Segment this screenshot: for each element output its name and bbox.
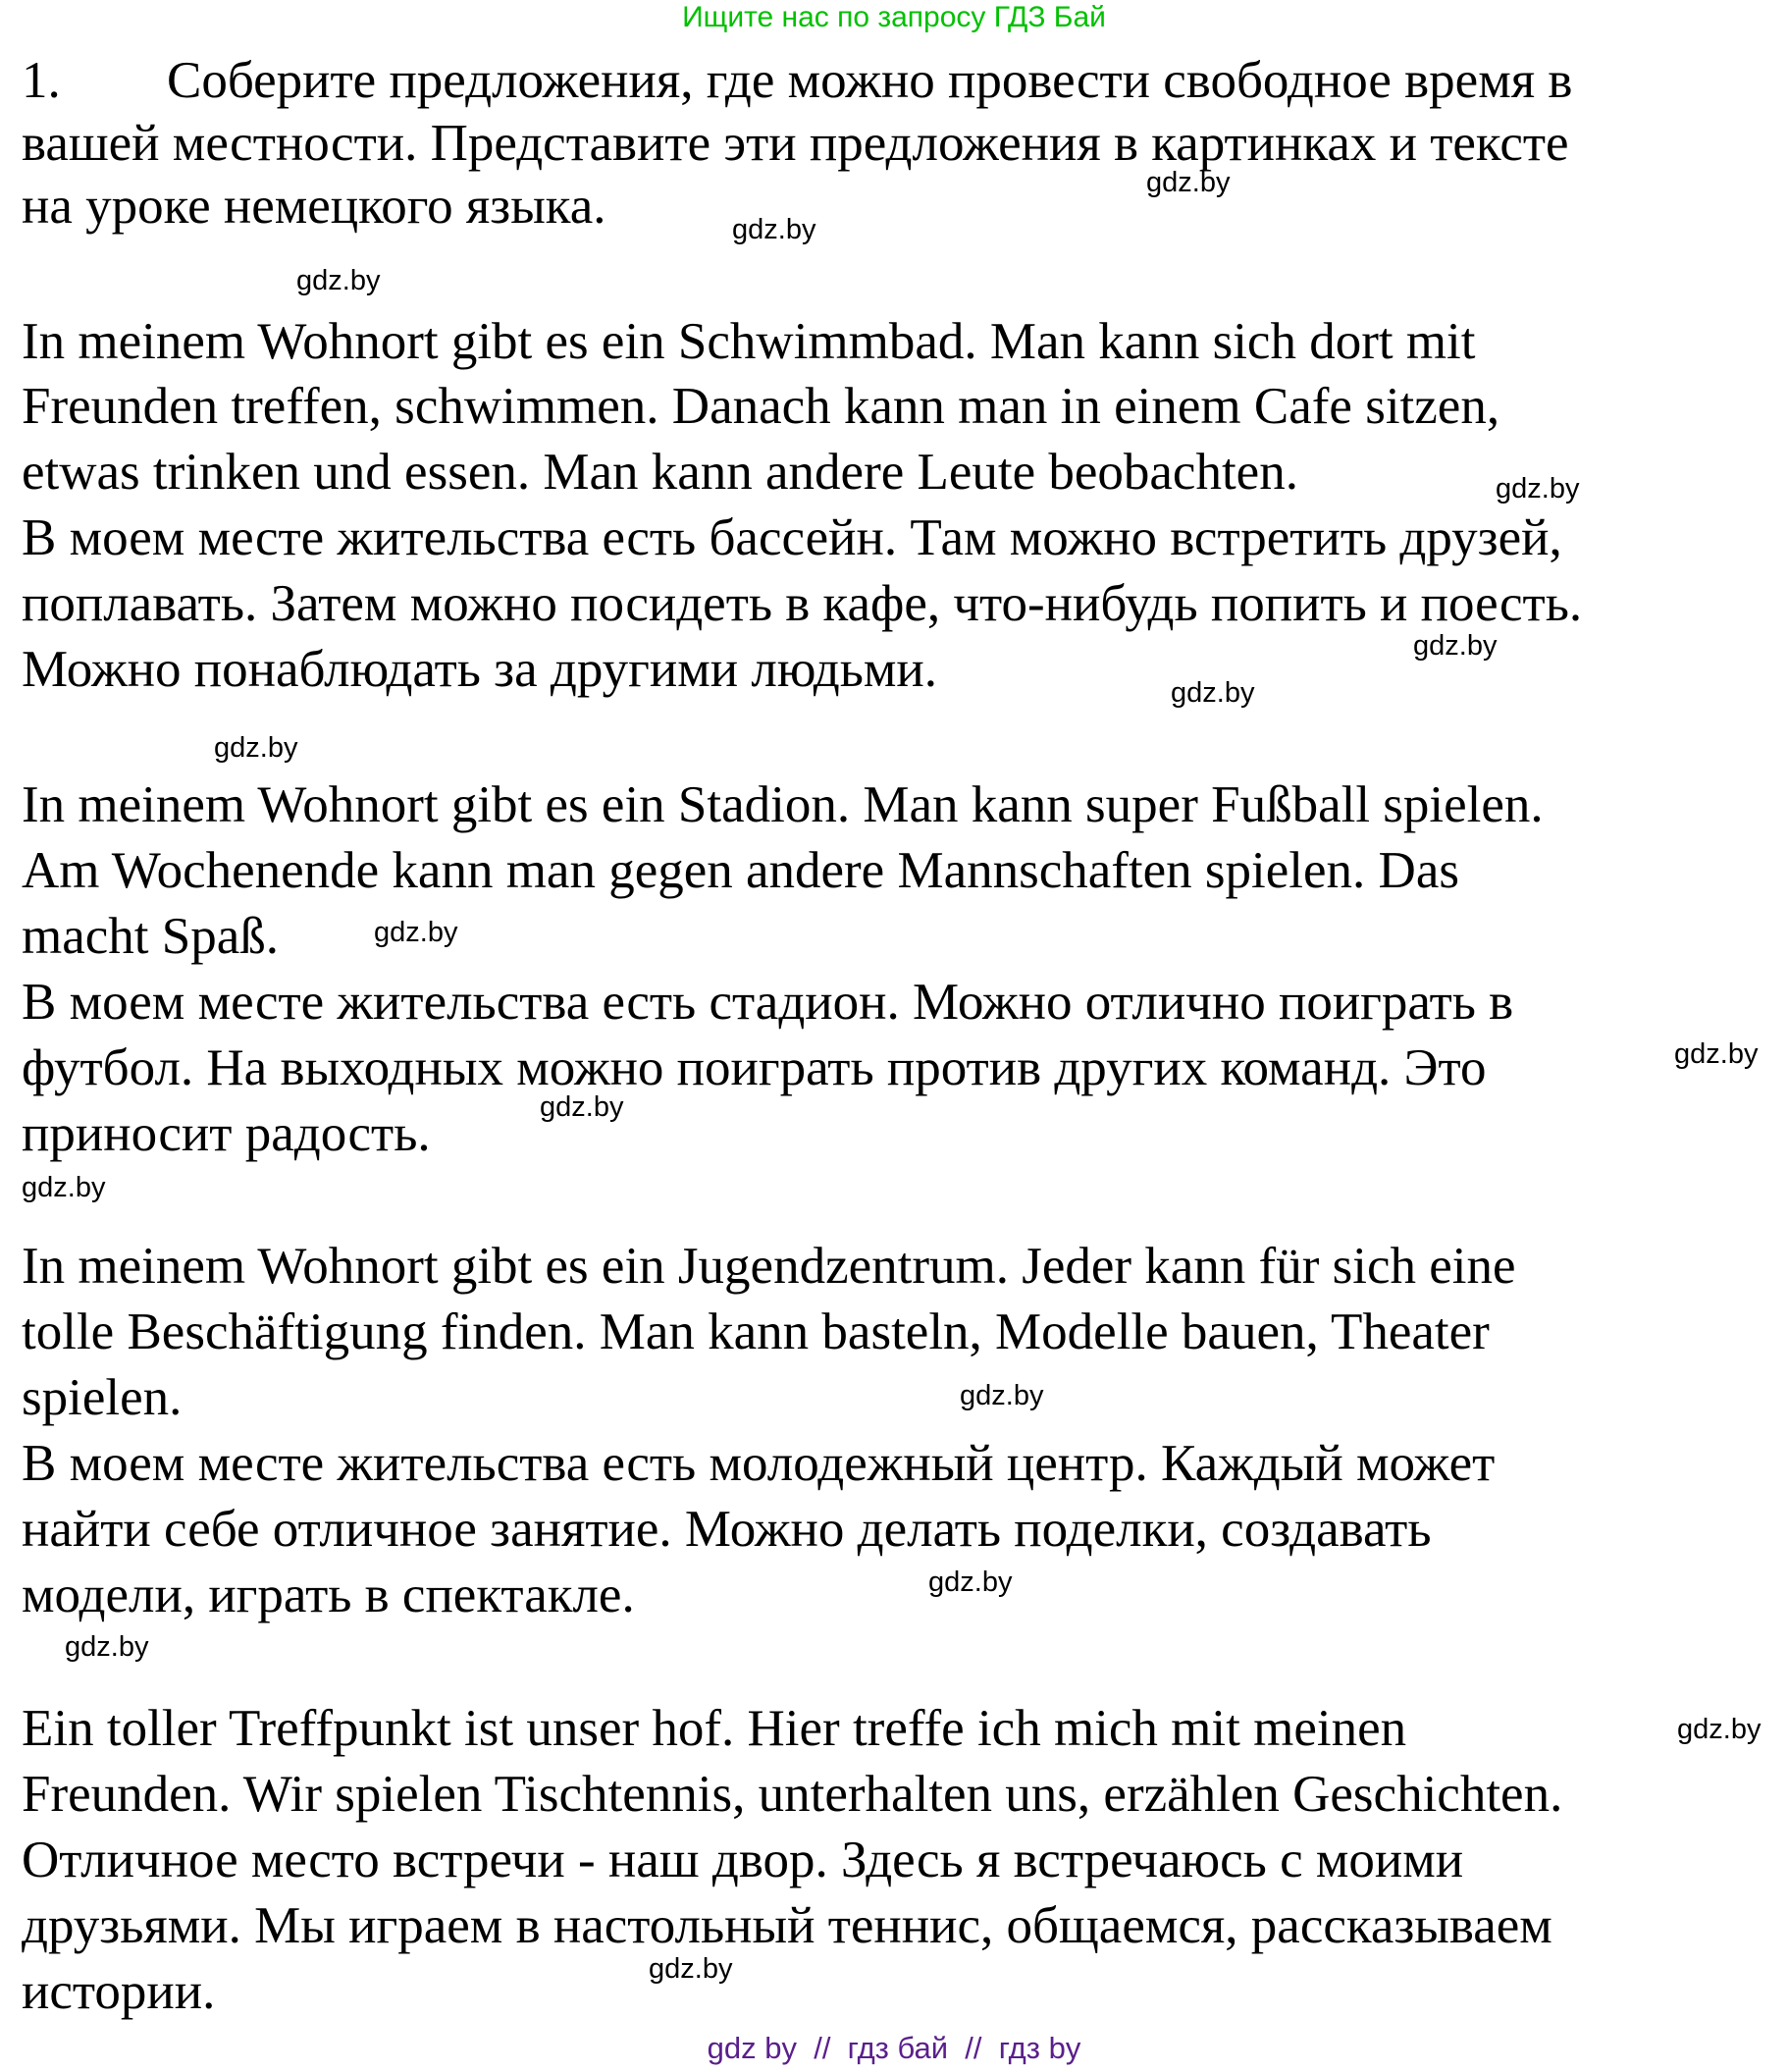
answer-4-german-line: Freunden. Wir spielen Tischtennis, unterhalten uns, erzählen Geschichten. <box>22 1766 1563 1823</box>
search-hint-link[interactable]: Ищите нас по запросу ГДЗ Бай <box>682 1 1106 33</box>
answer-1-russian-line: Можно понаблюдать за другими людьми. <box>22 641 938 698</box>
answer-1-german-line: Freunden treffen, schwimmen. Danach kann man in einem Cafe sitzen, <box>22 378 1500 435</box>
answer-1-german-line: In meinem Wohnort gibt es ein Schwimmbad. Man kann sich dort mit <box>22 313 1476 370</box>
watermark: gdz.by <box>928 1567 1013 1598</box>
task-number: 1. <box>22 52 61 109</box>
answer-2-russian-line: В моем месте жительства есть стадион. Можно отлично поиграть в <box>22 974 1514 1031</box>
watermark: gdz.by <box>732 214 816 245</box>
watermark: gdz.by <box>960 1380 1044 1411</box>
watermark: gdz.by <box>1413 630 1498 662</box>
watermark: gdz.by <box>22 1172 106 1203</box>
watermark: gdz.by <box>540 1091 624 1123</box>
watermark: gdz.by <box>374 917 458 948</box>
task-line-1 <box>22 49 1572 112</box>
answer-1-russian-line: поплавать. Затем можно посидеть в кафе, что-нибудь попить и поесть. <box>22 575 1583 632</box>
watermark: gdz.by <box>65 1631 149 1663</box>
watermark: gdz.by <box>1496 473 1580 505</box>
answer-2-russian-line: футбол. На выходных можно поиграть против других команд. Это <box>22 1039 1487 1096</box>
watermark: gdz.by <box>649 1953 733 1985</box>
answer-1-german-line: etwas trinken und essen. Man kann andere Leute beobachten. <box>22 444 1298 501</box>
answer-3-russian-line: найти себе отличное занятие. Можно делать поделки, создавать <box>22 1501 1432 1558</box>
answer-4-russian-line: Отличное место встречи - наш двор. Здесь я встречаюсь с моими <box>22 1832 1464 1888</box>
task-text: Соберите предложения, где можно провести свободное время в <box>167 52 1573 109</box>
watermark: gdz.by <box>296 265 381 296</box>
watermark: gdz.by <box>1674 1038 1759 1070</box>
answer-3-german-line: spielen. <box>22 1369 183 1426</box>
answer-3-russian-line: модели, играть в спектакле. <box>22 1567 635 1623</box>
answer-2-german-line: Am Wochenende kann man gegen andere Mannschaften spielen. Das <box>22 842 1459 899</box>
answer-4-russian-line: друзьями. Мы играем в настольный теннис, общаемся, рассказываем <box>22 1897 1552 1954</box>
watermark: gdz.by <box>1146 167 1231 198</box>
answer-1-russian-line: В моем месте жительства есть бассейн. Там можно встретить друзей, <box>22 509 1562 566</box>
answer-2-german-line: In meinem Wohnort gibt es ein Stadion. Man kann super Fußball spielen. <box>22 776 1544 833</box>
answer-4-german-line: Ein toller Treffpunkt ist unser hof. Hier treffe ich mich mit meinen <box>22 1700 1407 1757</box>
watermark: gdz.by <box>1171 677 1255 709</box>
answer-2-russian-line: приносит радость. <box>22 1105 431 1162</box>
answer-4-russian-line: истории. <box>22 1963 216 2020</box>
task-line-3: на уроке немецкого языка. <box>22 178 606 235</box>
answer-3-russian-line: В моем месте жительства есть молодежный центр. Каждый может <box>22 1435 1496 1492</box>
footer-links[interactable]: gdz by // гдз бай // гдз by <box>707 2031 1081 2065</box>
watermark: gdz.by <box>1677 1714 1762 1745</box>
watermark: gdz.by <box>214 732 298 764</box>
answer-3-german-line: tolle Beschäftigung finden. Man kann basteln, Modelle bauen, Theater <box>22 1303 1490 1360</box>
answer-2-german-line: macht Spaß. <box>22 908 279 965</box>
answer-3-german-line: In meinem Wohnort gibt es ein Jugendzentrum. Jeder kann für sich eine <box>22 1238 1516 1295</box>
task-line-2: вашей местности. Представите эти предложения в картинках и тексте <box>22 115 1569 172</box>
